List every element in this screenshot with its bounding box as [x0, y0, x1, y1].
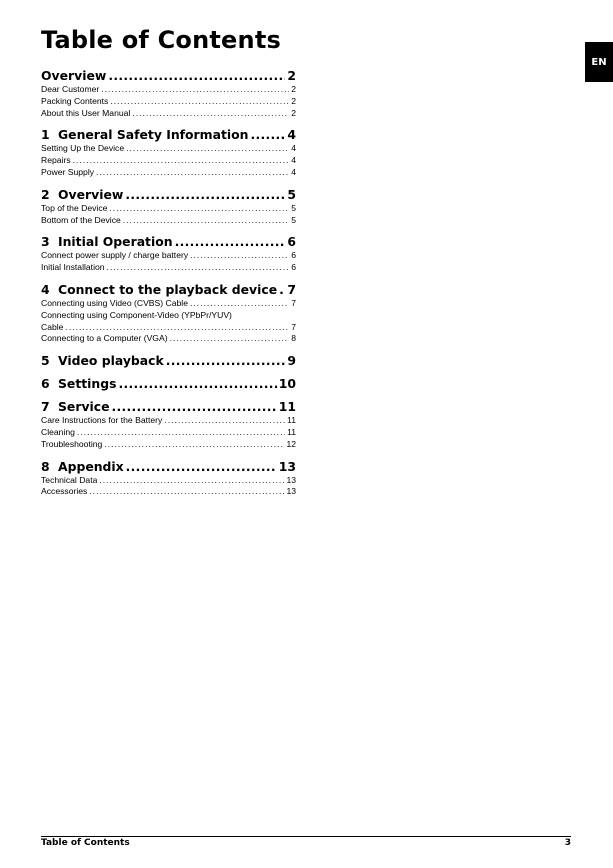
- toc-entry-page: 8: [291, 333, 296, 344]
- dot-leader: [101, 84, 289, 96]
- toc-heading[interactable]: [41, 353, 296, 368]
- toc-heading-title: Initial Operation: [58, 234, 173, 250]
- toc-entry[interactable]: [41, 333, 296, 345]
- toc-heading[interactable]: [41, 376, 296, 391]
- dot-leader: [164, 415, 285, 427]
- dot-leader: [89, 486, 284, 498]
- toc-entry-label: Cleaning: [41, 426, 75, 437]
- toc-heading-page: 9: [287, 353, 296, 369]
- toc-entry-label: Care Instructions for the Battery: [41, 415, 163, 426]
- dot-leader: [166, 353, 286, 368]
- dot-leader: [109, 203, 289, 215]
- toc-entry-label: Setting Up the Device: [41, 143, 125, 154]
- toc-entry-page: 6: [291, 262, 296, 273]
- dot-leader: [110, 96, 289, 108]
- toc-entry-label: Power Supply: [41, 166, 95, 177]
- toc-entry-label: Repairs: [41, 155, 71, 166]
- toc-entry-page: 11: [287, 415, 296, 426]
- toc-section-8: [41, 459, 296, 499]
- toc-entry-page: 2: [291, 84, 296, 94]
- toc-heading[interactable]: [41, 68, 296, 83]
- toc-heading[interactable]: [41, 127, 296, 142]
- toc-heading-number: 7: [41, 399, 50, 415]
- toc-heading-title: Video playback: [58, 353, 164, 369]
- toc-heading-page: 13: [278, 458, 296, 474]
- toc-entry[interactable]: [41, 108, 296, 120]
- dot-leader: [250, 127, 285, 142]
- toc-entry-page: 5: [291, 202, 296, 213]
- toc-section-2: [41, 187, 296, 227]
- toc-entry-label: Accessories: [41, 486, 88, 497]
- toc-section-7: [41, 399, 296, 450]
- toc-entry-label: About this User Manual: [41, 107, 131, 118]
- dot-leader: [108, 68, 285, 83]
- dot-leader: [123, 215, 289, 227]
- toc-heading-page: 4: [287, 127, 296, 143]
- dot-leader: [107, 262, 290, 274]
- toc-heading-number: 3: [41, 234, 50, 250]
- toc-section-4: [41, 282, 296, 345]
- toc-entry[interactable]: [41, 155, 296, 167]
- toc-section-6: [41, 376, 296, 391]
- toc-entry[interactable]: [41, 475, 296, 487]
- footer-divider: [41, 836, 571, 837]
- footer-page-number: 3: [564, 838, 571, 848]
- dot-leader: [73, 155, 290, 167]
- toc-heading-page: 7: [287, 281, 296, 297]
- toc-entry[interactable]: [41, 215, 296, 227]
- table-of-contents: [41, 68, 296, 506]
- toc-entry[interactable]: [41, 250, 296, 262]
- toc-entry-page: 7: [291, 297, 296, 308]
- dot-leader: [132, 108, 289, 120]
- toc-heading-number: 4: [41, 281, 50, 297]
- toc-entry-page: 7: [291, 321, 296, 332]
- toc-heading-page: 5: [287, 186, 296, 202]
- toc-entry[interactable]: [41, 310, 296, 334]
- toc-heading[interactable]: [41, 459, 296, 474]
- dot-leader: [104, 439, 284, 451]
- toc-entry[interactable]: [41, 415, 296, 427]
- dot-leader: [65, 322, 289, 334]
- toc-entry[interactable]: [41, 298, 296, 310]
- toc-entry-page: 12: [286, 438, 296, 449]
- toc-entry[interactable]: [41, 167, 296, 179]
- toc-heading-title: Appendix: [58, 458, 124, 474]
- toc-heading-page: 10: [278, 376, 296, 392]
- toc-entry[interactable]: [41, 203, 296, 215]
- toc-entry-label: Connecting to a Computer (VGA): [41, 333, 168, 344]
- dot-leader: [170, 333, 290, 345]
- toc-entry-page: 13: [286, 486, 296, 497]
- dot-leader: [126, 459, 277, 474]
- page-title: Table of Contents: [41, 26, 281, 54]
- toc-heading-title: Settings: [58, 376, 117, 392]
- toc-entry-page: 4: [291, 143, 296, 154]
- toc-entry[interactable]: [41, 262, 296, 274]
- dot-leader: [175, 234, 286, 249]
- toc-section-overview: [41, 68, 296, 119]
- toc-entry-label: Initial Installation: [41, 262, 105, 273]
- toc-heading-title: General Safety Information: [58, 127, 249, 143]
- toc-section-3: [41, 234, 296, 274]
- toc-heading-number: 2: [41, 186, 50, 202]
- toc-heading-number: 5: [41, 353, 50, 369]
- toc-entry-label: Dear Customer: [41, 84, 100, 94]
- toc-heading-number: 1: [41, 127, 50, 143]
- toc-entry[interactable]: [41, 96, 296, 108]
- toc-entry-page: 4: [291, 166, 296, 177]
- dot-leader: [190, 298, 289, 310]
- toc-entry-label: Packing Contents: [41, 95, 109, 106]
- toc-entry-label: Troubleshooting: [41, 438, 103, 449]
- toc-entry-label: Connecting using Video (CVBS) Cable: [41, 297, 188, 308]
- toc-entry[interactable]: [41, 427, 296, 439]
- toc-heading-title: Overview: [41, 68, 107, 83]
- toc-heading-title: Service: [58, 399, 110, 415]
- dot-leader: [96, 167, 289, 179]
- toc-heading-page: 11: [278, 399, 296, 415]
- toc-heading[interactable]: [41, 399, 296, 414]
- dot-leader: [126, 143, 289, 155]
- toc-section-1: [41, 127, 296, 178]
- dot-leader: [77, 427, 285, 439]
- toc-heading-page: 6: [287, 234, 296, 250]
- dot-leader: [119, 376, 277, 391]
- toc-entry-label: Top of the Device: [41, 202, 108, 213]
- toc-heading-title: Connect to the playback device: [58, 281, 278, 297]
- toc-heading[interactable]: [41, 282, 296, 297]
- toc-heading-page: 2: [287, 68, 296, 83]
- toc-entry-page: 11: [287, 426, 296, 437]
- toc-entry[interactable]: [41, 143, 296, 155]
- toc-heading[interactable]: [41, 187, 296, 202]
- toc-entry-continuation: [41, 322, 296, 334]
- language-tab: EN: [585, 42, 613, 82]
- toc-entry-label: Bottom of the Device: [41, 214, 121, 225]
- toc-entry-label: Connect power supply / charge battery: [41, 250, 189, 261]
- toc-entry-page: 4: [291, 155, 296, 166]
- toc-entry-page: 5: [291, 214, 296, 225]
- toc-heading-number: 8: [41, 458, 50, 474]
- toc-heading[interactable]: [41, 234, 296, 249]
- dot-leader: [125, 187, 285, 202]
- dot-leader: [99, 475, 284, 487]
- toc-entry[interactable]: [41, 439, 296, 451]
- dot-leader: [279, 282, 285, 297]
- toc-heading-number: 6: [41, 376, 50, 392]
- toc-entry-label: Technical Data: [41, 474, 98, 485]
- toc-entry-page: 6: [291, 250, 296, 261]
- toc-heading-title: Overview: [58, 186, 124, 202]
- footer-title: Table of Contents: [41, 838, 130, 848]
- toc-section-5: [41, 353, 296, 368]
- toc-entry-label-line1: Connecting using Component-Video (YPbPr/YUV): [41, 309, 232, 320]
- toc-entry[interactable]: [41, 84, 296, 96]
- toc-entry-label-line2: Cable: [41, 321, 64, 332]
- toc-entry-page: 13: [286, 474, 296, 485]
- dot-leader: [190, 250, 289, 262]
- toc-entry[interactable]: [41, 486, 296, 498]
- dot-leader: [112, 399, 277, 414]
- toc-entry-page: 2: [291, 95, 296, 106]
- toc-entry-page: 2: [291, 107, 296, 118]
